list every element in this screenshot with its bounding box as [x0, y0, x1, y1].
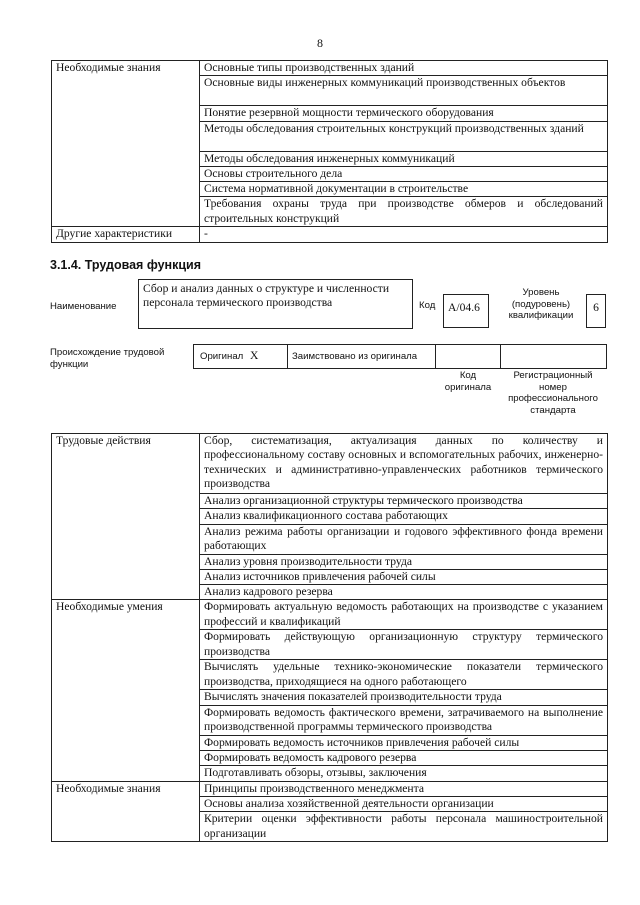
- group-label: Трудовые действия: [52, 434, 200, 600]
- code-box: [443, 294, 489, 328]
- table-cell: Основные виды инженерных коммуникаций производственных объектов: [200, 76, 608, 106]
- code-original-label: Код оригинала: [444, 370, 492, 393]
- reg-number-label: Регистрационный номер профессионального стандарта: [508, 370, 598, 416]
- origin-divider: [500, 345, 501, 368]
- table-cell: Методы обследования строительных конструкций производственных зданий: [200, 121, 608, 151]
- table-cell: Анализ квалификационного состава работающих: [200, 509, 608, 524]
- code-value: A/04.6: [448, 301, 480, 314]
- origin-label: Происхождение трудовой функции: [50, 347, 165, 370]
- level-label: Уровень (подуровень) квалификации: [508, 287, 574, 321]
- origin-divider: [435, 345, 436, 368]
- table-cell: Основы строительного дела: [200, 166, 608, 181]
- table-cell: Основы анализа хозяйственной деятельности организации: [200, 796, 608, 811]
- origin-box: [193, 344, 607, 369]
- row-label: Другие характеристики: [52, 227, 200, 242]
- labor-function-table: [51, 433, 608, 842]
- table-cell: Критерии оценки эффективности работы персонала машиностроительной организации: [200, 812, 608, 842]
- origin-divider: [287, 345, 288, 368]
- table-cell: Сбор, систематизация, актуализация данных по количеству и профессиональному составу основных и вспомогательных рабочих, инженерно-технических и административно-управленческих работников термического производства: [200, 434, 608, 494]
- table-cell: Формировать действующую организационную структуру термического производства: [200, 630, 608, 660]
- table-cell: Методы обследования инженерных коммуникаций: [200, 151, 608, 166]
- top-knowledge-table: [51, 60, 608, 243]
- table-cell: Основные типы производственных зданий: [200, 61, 608, 76]
- function-name-box: [138, 279, 413, 329]
- table-cell: Анализ источников привлечения рабочей силы: [200, 569, 608, 584]
- borrowed-label: Заимствовано из оригинала: [292, 351, 418, 362]
- original-label: Оригинал: [200, 351, 244, 362]
- page-number: 8: [317, 36, 323, 50]
- table-cell: Анализ уровня производительности труда: [200, 554, 608, 569]
- table-cell: Анализ организационной структуры термического производства: [200, 494, 608, 509]
- group-label: Необходимые знания: [52, 781, 200, 842]
- table-cell: Формировать ведомость источников привлечения рабочей силы: [200, 735, 608, 750]
- original-mark: X: [250, 349, 259, 362]
- level-box: [586, 294, 606, 328]
- level-value: 6: [593, 301, 599, 314]
- row-label: Необходимые знания: [52, 61, 200, 227]
- table-cell: Вычислять значения показателей производительности труда: [200, 690, 608, 705]
- code-label: Код: [419, 300, 436, 311]
- table-cell: Система нормативной документации в строительстве: [200, 182, 608, 197]
- table-cell: Подготавливать обзоры, отзывы, заключения: [200, 766, 608, 781]
- table-cell: Понятие резервной мощности термического оборудования: [200, 106, 608, 121]
- section-title: 3.1.4. Трудовая функция: [50, 258, 202, 272]
- name-label: Наименование: [50, 301, 117, 312]
- table-cell: Принципы производственного менеджмента: [200, 781, 608, 796]
- table-cell: Анализ режима работы организации и годового эффективного фонда времени работающих: [200, 524, 608, 554]
- table-cell: Требования охраны труда при производстве обмеров и обследований строительных конструкций: [200, 197, 608, 227]
- table-cell: Вычислять удельные технико-экономические показатели термического производства, приходящиеся на одного работающего: [200, 660, 608, 690]
- table-cell: Формировать ведомость фактического времени, затрачиваемого на выполнение производственной программы термического производства: [200, 705, 608, 735]
- table-cell: Формировать ведомость кадрового резерва: [200, 751, 608, 766]
- table-cell: Анализ кадрового резерва: [200, 585, 608, 600]
- table-cell: Формировать актуальную ведомость работающих на производстве с указанием профессий и квалификаций: [200, 600, 608, 630]
- table-cell: -: [200, 227, 608, 242]
- function-name: Сбор и анализ данных о структуре и численности персонала термического производства: [143, 282, 390, 309]
- group-label: Необходимые умения: [52, 600, 200, 781]
